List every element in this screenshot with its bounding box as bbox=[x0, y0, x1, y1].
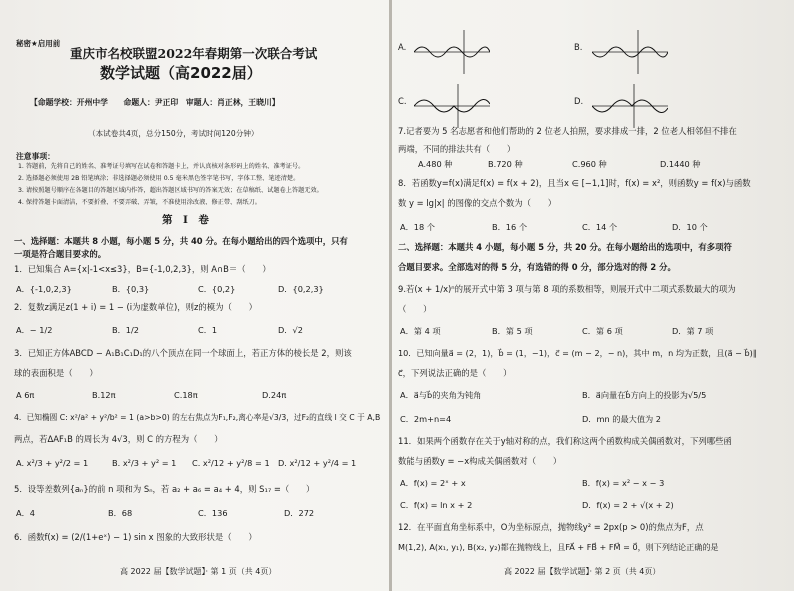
page-2 bbox=[396, 0, 788, 591]
graph-label-a: A. bbox=[398, 42, 407, 52]
note-item: 1. 答题前，先将自己的姓名、准考证号填写在试卷和答题卡上，并认真核对条形码上的姓名、准考证号。 bbox=[18, 163, 305, 170]
q2-option-a: A．− 1/2 bbox=[16, 325, 53, 335]
part1-instruction-cont: 一项是符合题目要求的。 bbox=[14, 249, 107, 259]
q1-option-a: A．{-1,0,2,3} bbox=[16, 284, 72, 294]
page-footer: 高 2022 届【数学试题】· 第 2 页（共 4页） bbox=[504, 567, 661, 576]
q11-option-d: D．f(x) = 2 + √(x + 2) bbox=[582, 500, 674, 510]
q2-option-d: D．√2 bbox=[278, 325, 303, 335]
q3-option-d: D.24π bbox=[262, 390, 287, 400]
q7-option-b: B.720 种 bbox=[488, 159, 523, 169]
part1-instruction: 一、选择题：本题共 8 小题，每小题 5 分，共 40 分。在每小题给出的四个选项中，只有 bbox=[14, 236, 348, 246]
question-7-cont: 两端，不同的排法共有（ ） bbox=[398, 144, 516, 154]
question-11: 11．如果两个函数存在关于y轴对称的点，我们称这两个函数构成关偶函数对，下列哪些函 bbox=[398, 436, 732, 446]
q11-option-b: B．f(x) = x² − x − 3 bbox=[582, 478, 665, 488]
note-item: 4. 保持答题卡面清洁，不要折叠、不要弄破、弄皱，不准使用涂改液、修正带、刮纸刀。 bbox=[18, 199, 261, 206]
q1-option-b: B．{0,3} bbox=[112, 284, 150, 294]
q10-option-c: C．2m+n=4 bbox=[400, 414, 452, 424]
page-footer: 高 2022 届【数学试题】· 第 1 页（共 4页） bbox=[120, 567, 277, 576]
graph-label-d: D. bbox=[574, 96, 584, 106]
notes-title: 注意事项： bbox=[16, 152, 55, 161]
question-12-cont: M(1,2), A(x₁, y₁), B(x₂, y₂)都在抛物线上，且FA⃗ + FB⃗ + FM⃗ = 0⃗，则下列结论正确的是 bbox=[398, 542, 719, 552]
question-4: 4．已知椭圆 C: x²/a² + y²/b² = 1 (a>b>0) 的左右焦点为F₁,F₂,离心率是√3/3，过F₂的直线 l 交 C 于 A,B bbox=[14, 413, 381, 422]
question-8: 8．若函数y=f(x)满足f(x) = f(x + 2)，且当x ∈ [−1,1]时，f(x) = x²，则函数y = f(x)与函数 bbox=[398, 178, 751, 188]
question-8-cont: 数 y = lg|x| 的图像的交点个数为（ ） bbox=[398, 198, 557, 208]
exam-info: （本试卷共4页，总分150分，考试时间120分钟） bbox=[88, 129, 259, 138]
question-3-cont: 球的表面积是（ ） bbox=[14, 368, 98, 378]
q7-option-d: D.1440 种 bbox=[660, 159, 701, 169]
question-5: 5．设等差数列{aₙ}的前 n 项和为 Sₙ，若 a₂ + a₆ = a₄ + 4，则 S₁₇ =（ ） bbox=[14, 484, 315, 494]
q3-option-c: C.18π bbox=[174, 390, 198, 400]
q7-option-c: C.960 种 bbox=[572, 159, 607, 169]
question-11-cont: 数能与函数y = −x构成关偶函数对（ ） bbox=[398, 456, 562, 466]
graph-a-icon bbox=[414, 28, 490, 76]
part2-instruction-cont: 合题目要求。全部选对的得 5 分，有选错的得 0 分，部分选对的得 2 分。 bbox=[398, 262, 676, 272]
q11-option-c: C．f(x) = ln x + 2 bbox=[400, 500, 473, 510]
page-fold bbox=[389, 0, 392, 591]
q3-option-a: A 6π bbox=[16, 390, 35, 400]
graph-label-b: B. bbox=[574, 42, 583, 52]
q8-option-b: B．16 个 bbox=[492, 222, 528, 232]
q5-option-c: C．136 bbox=[198, 508, 228, 518]
note-item: 2. 选择题必须使用 2B 铅笔填涂；非选择题必须使用 0.5 毫米黑色签字笔书写，字体工整、笔迹清楚。 bbox=[18, 175, 300, 182]
q2-option-b: B．1/2 bbox=[112, 325, 139, 335]
q8-option-c: C．14 个 bbox=[582, 222, 618, 232]
q2-option-c: C．1 bbox=[198, 325, 218, 335]
graph-d-icon bbox=[592, 82, 668, 130]
question-10-cont: c⃗，下列说法正确的是（ ） bbox=[398, 368, 512, 378]
q8-option-a: A．18 个 bbox=[400, 222, 435, 232]
part2-instruction: 二、选择题：本题共 4 小题，每小题 5 分，共 20 分。在每小题给出的选项中，有多项符 bbox=[398, 242, 732, 252]
q4-option-d: D. x²/12 + y²/4 = 1 bbox=[278, 458, 357, 468]
exam-title: 重庆市名校联盟2022年春期第一次联合考试 bbox=[70, 46, 318, 61]
paper-title: 数学试题（高2022届） bbox=[100, 64, 262, 82]
q4-option-b: B. x²/3 + y² = 1 bbox=[112, 458, 177, 468]
question-10: 10．已知向量a⃗ = (2，1)，b⃗ = (1，−1)，c⃗ = (m − 2，− n)，其中 m，n 均为正数，且(a⃗ − b⃗)∥ bbox=[398, 348, 757, 358]
q5-option-a: A．4 bbox=[16, 508, 35, 518]
q4-option-c: C. x²/12 + y²/8 = 1 bbox=[192, 458, 270, 468]
q9-option-d: D．第 7 项 bbox=[672, 326, 714, 336]
q10-option-d: D．mn 的最大值为 2 bbox=[582, 414, 662, 424]
note-item: 3. 请按照题号顺序在各题目的答题区域内作答，超出答题区域书写的答案无效；在草稿纸、试题卷上答题无效。 bbox=[18, 187, 323, 194]
graph-b-icon bbox=[592, 28, 668, 76]
q4-option-a: A. x²/3 + y²/2 = 1 bbox=[16, 458, 89, 468]
question-6: 6．函数f(x) = (2/(1+eˣ) − 1) sin x 图象的大致形状是（ ） bbox=[14, 532, 257, 542]
question-1: 1．已知集合 A={x|-1<x≤3}，B={-1,0,2,3}，则 A∩B＝（ ） bbox=[14, 264, 271, 274]
question-2: 2．复数z满足z(1 + i) = 1 − (i为虚数单位)，则z的模为（ ） bbox=[14, 302, 258, 312]
question-12: 12．在平面直角坐标系中，O为坐标原点，抛物线y² = 2px(p > 0)的焦点为F，点 bbox=[398, 522, 704, 532]
q1-option-d: D．{0,2,3} bbox=[278, 284, 324, 294]
graph-c-icon bbox=[414, 82, 490, 130]
question-4-cont: 两点，若ΔAF₁B 的周长为 4√3，则 C 的方程为（ ） bbox=[14, 434, 223, 444]
page-1 bbox=[8, 0, 384, 591]
q11-option-a: A．f(x) = 2ˣ + x bbox=[400, 478, 466, 488]
q5-option-b: B．68 bbox=[108, 508, 133, 518]
q9-option-a: A．第 4 项 bbox=[400, 326, 441, 336]
authors-line: 【命题学校：开州中学 命题人：尹正印 审题人：肖正林，王晓川】 bbox=[30, 98, 280, 107]
question-3: 3．已知正方体ABCD − A₁B₁C₁D₁的八个顶点在同一个球面上，若正方体的棱长是 2，则该 bbox=[14, 348, 352, 358]
question-9: 9.若(x + 1/x)ⁿ的展开式中第 3 项与第 8 项的系数相等，则展开式中二项式系数最大的项为 bbox=[398, 284, 736, 294]
q10-option-b: B．a⃗向量在b⃗方向上的投影为√5/5 bbox=[582, 390, 707, 400]
q9-option-b: B．第 5 项 bbox=[492, 326, 533, 336]
section-heading: 第 Ⅰ 卷 bbox=[162, 214, 209, 226]
question-7: 7.记者要为 5 名志愿者和他们帮助的 2 位老人拍照，要求排成一排，2 位老人相邻但不排在 bbox=[398, 126, 737, 136]
q10-option-a: A．a⃗与b⃗的夹角为钝角 bbox=[400, 390, 482, 400]
q1-option-c: C．{0,2} bbox=[198, 284, 236, 294]
q5-option-d: D．272 bbox=[284, 508, 315, 518]
q7-option-a: A.480 种 bbox=[418, 159, 453, 169]
secret-label: 秘密★启用前 bbox=[16, 39, 61, 48]
q3-option-b: B.12π bbox=[92, 390, 116, 400]
graph-label-c: C. bbox=[398, 96, 407, 106]
question-9-cont: （ ） bbox=[398, 304, 432, 314]
q8-option-d: D．10 个 bbox=[672, 222, 708, 232]
q9-option-c: C．第 6 项 bbox=[582, 326, 623, 336]
